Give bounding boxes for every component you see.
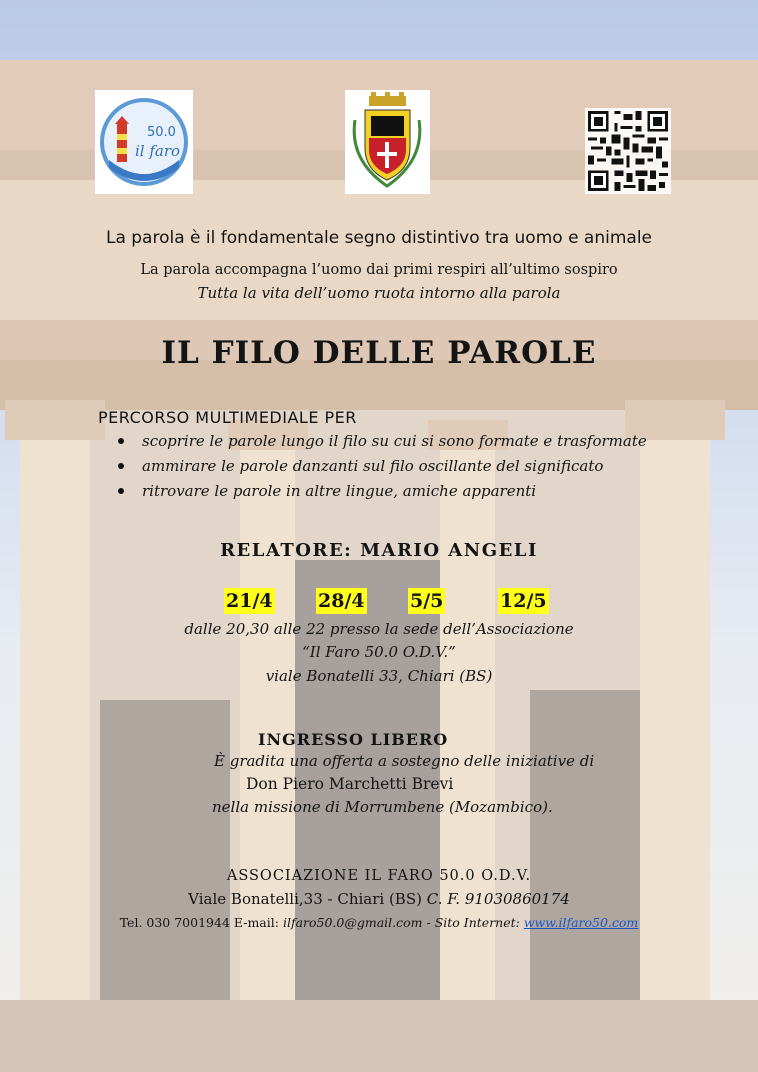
event-association: “Il Faro 50.0 O.D.V.”: [302, 643, 456, 661]
date-highlight: 12/5: [500, 590, 547, 612]
ingresso-line-2: Don Piero Marchetti Brevi: [246, 775, 454, 793]
tagline-2: La parola accompagna l’uomo dai primi respiri all’ultimo sospiro: [140, 262, 618, 278]
bullet-icon: [118, 488, 124, 494]
ingresso-line-3: nella missione di Morrumbene (Mozambico).: [212, 798, 553, 816]
date-highlight: 21/4: [226, 590, 273, 612]
date-highlight: 5/5: [410, 590, 444, 612]
svg-text:50.0: 50.0: [147, 125, 176, 140]
ingresso-line-1: È gradita una offerta a sostegno delle iniziative di: [214, 752, 595, 770]
bullet-icon: [118, 463, 124, 469]
svg-text:il faro: il faro: [135, 142, 181, 160]
tel-label: Tel. 030 7001944 E-mail:: [119, 915, 279, 930]
coat-of-arms-logo: [345, 90, 430, 194]
page-title: IL FILO DELLE PAROLE: [161, 335, 597, 371]
tagline-1: La parola è il fondamentale segno distintivo tra uomo e animale: [105, 228, 653, 248]
contacts-line: [0, 915, 758, 930]
event-address: viale Bonatelli 33, Chiari (BS): [265, 667, 493, 685]
date-highlight: 28/4: [318, 590, 365, 612]
percorso-heading: PERCORSO MULTIMEDIALE PER: [98, 408, 357, 427]
event-time: dalle 20,30 alle 22 presso la sede dell’Associazione: [184, 620, 574, 638]
list-item: ritrovare le parole in altre lingue, amiche apparenti: [118, 482, 647, 507]
association-address: [0, 890, 758, 908]
speaker: RELATORE: MARIO ANGELI: [220, 540, 538, 561]
ingresso-title: INGRESSO LIBERO: [258, 730, 449, 749]
association-name: ASSOCIAZIONE IL FARO 50.0 O.D.V.: [226, 868, 532, 884]
percorso-list: [118, 432, 647, 507]
bullet-icon: [118, 438, 124, 444]
qr-code[interactable]: [585, 108, 671, 194]
site-label: - Sito Internet:: [426, 915, 520, 930]
list-item: scoprire le parole lungo il filo su cui si sono formate e trasformate: [118, 432, 647, 457]
website-link[interactable]: www.ilfaro50.com: [523, 915, 639, 930]
address-text: Viale Bonatelli,33 - Chiari (BS): [188, 890, 422, 908]
svg-text:odv: odv: [139, 168, 152, 176]
email-link[interactable]: ilfaro50.0@gmail.com: [282, 915, 423, 930]
tagline-3: Tutta la vita dell’uomo ruota intorno alla parola: [197, 284, 561, 302]
tax-code: C. F. 91030860174: [426, 890, 570, 908]
list-item: ammirare le parole danzanti sul filo oscillante del significato: [118, 457, 647, 482]
il-faro-logo: [95, 90, 193, 194]
